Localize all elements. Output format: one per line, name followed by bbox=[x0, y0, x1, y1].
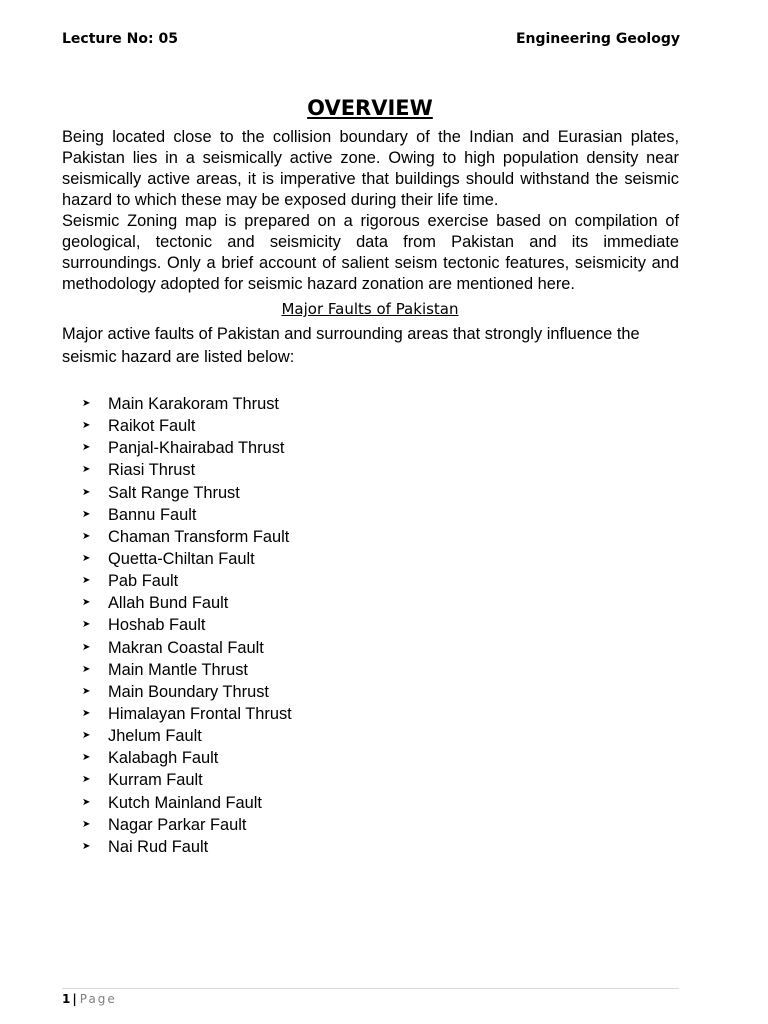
arrow-bullet-icon: ➤ bbox=[82, 796, 91, 808]
footer-separator: | bbox=[72, 992, 77, 1006]
arrow-bullet-icon: ➤ bbox=[82, 708, 91, 720]
list-item bbox=[82, 703, 292, 725]
fault-name: Chaman Transform Fault bbox=[108, 527, 290, 546]
list-item bbox=[82, 548, 292, 570]
list-item bbox=[82, 836, 292, 858]
page-title: OVERVIEW bbox=[307, 96, 433, 120]
fault-name: Makran Coastal Fault bbox=[108, 638, 264, 657]
fault-name: Nai Rud Fault bbox=[108, 837, 209, 856]
overview-paragraph-1: Being located close to the collision boundary of the Indian and Eurasian plates, Pakistan lies in a seismically active zone. Owing to high population density near seismically active areas, it is imperative that buildings should withstand the seismic hazard to which these may be exposed during their life time. bbox=[62, 128, 679, 209]
fault-name: Main Mantle Thrust bbox=[108, 660, 248, 679]
arrow-bullet-icon: ➤ bbox=[82, 420, 91, 432]
section-heading: Major Faults of Pakistan bbox=[281, 300, 459, 318]
page-footer bbox=[62, 992, 117, 1006]
list-item bbox=[82, 592, 292, 614]
section-intro: Major active faults of Pakistan and surrounding areas that strongly influence the seismic hazard are listed below: bbox=[62, 325, 640, 366]
list-item bbox=[82, 437, 292, 459]
arrow-bullet-icon: ➤ bbox=[82, 752, 91, 764]
fault-name: Nagar Parkar Fault bbox=[108, 815, 247, 834]
list-item bbox=[82, 415, 292, 437]
list-item bbox=[82, 792, 292, 814]
list-item bbox=[82, 747, 292, 769]
fault-name: Salt Range Thrust bbox=[108, 483, 240, 502]
fault-name: Raikot Fault bbox=[108, 417, 196, 436]
arrow-bullet-icon: ➤ bbox=[82, 619, 91, 631]
list-item bbox=[82, 526, 292, 548]
arrow-bullet-icon: ➤ bbox=[82, 774, 91, 786]
list-item bbox=[82, 681, 292, 703]
arrow-bullet-icon: ➤ bbox=[82, 508, 91, 520]
fault-name: Kalabagh Fault bbox=[108, 749, 219, 768]
list-item bbox=[82, 769, 292, 791]
list-item bbox=[82, 725, 292, 747]
arrow-bullet-icon: ➤ bbox=[82, 575, 91, 587]
list-item bbox=[82, 570, 292, 592]
overview-paragraph-2: Seismic Zoning map is prepared on a rigorous exercise based on compilation of geological, tectonic and seismicity data from Pakistan and its immediate surroundings. Only a brief account of salient seism tectonic features, seismicity and methodology adopted for seismic hazard zonation are mentioned here. bbox=[62, 212, 679, 293]
fault-name: Kutch Mainland Fault bbox=[108, 793, 262, 812]
fault-name: Allah Bund Fault bbox=[108, 594, 229, 613]
list-item bbox=[82, 482, 292, 504]
lecture-number: Lecture No: 05 bbox=[62, 31, 178, 47]
faults-list bbox=[82, 393, 292, 858]
fault-name: Panjal-Khairabad Thrust bbox=[108, 439, 285, 458]
subject-title: Engineering Geology bbox=[515, 31, 680, 47]
fault-name: Hoshab Fault bbox=[108, 616, 206, 635]
arrow-bullet-icon: ➤ bbox=[82, 663, 91, 675]
page-number: 1 bbox=[62, 992, 71, 1006]
arrow-bullet-icon: ➤ bbox=[82, 641, 91, 653]
arrow-bullet-icon: ➤ bbox=[82, 597, 91, 609]
arrow-bullet-icon: ➤ bbox=[82, 464, 91, 476]
arrow-bullet-icon: ➤ bbox=[82, 486, 91, 498]
arrow-bullet-icon: ➤ bbox=[82, 840, 91, 852]
arrow-bullet-icon: ➤ bbox=[82, 398, 91, 410]
fault-name: Himalayan Frontal Thrust bbox=[108, 705, 292, 724]
list-item bbox=[82, 637, 292, 659]
arrow-bullet-icon: ➤ bbox=[82, 530, 91, 542]
list-item bbox=[82, 814, 292, 836]
fault-name: Pab Fault bbox=[108, 572, 179, 591]
fault-name: Riasi Thrust bbox=[108, 461, 196, 480]
arrow-bullet-icon: ➤ bbox=[82, 818, 91, 830]
fault-name: Kurram Fault bbox=[108, 771, 203, 790]
fault-name: Main Karakoram Thrust bbox=[108, 395, 279, 414]
page-label: Page bbox=[79, 992, 117, 1006]
list-item bbox=[82, 659, 292, 681]
fault-name: Main Boundary Thrust bbox=[108, 682, 269, 701]
list-item bbox=[82, 504, 292, 526]
list-item bbox=[82, 614, 292, 636]
fault-name: Jhelum Fault bbox=[108, 727, 202, 746]
list-item bbox=[82, 459, 292, 481]
footer-divider bbox=[62, 988, 679, 989]
arrow-bullet-icon: ➤ bbox=[82, 685, 91, 697]
fault-name: Bannu Fault bbox=[108, 505, 197, 524]
arrow-bullet-icon: ➤ bbox=[82, 553, 91, 565]
arrow-bullet-icon: ➤ bbox=[82, 730, 91, 742]
arrow-bullet-icon: ➤ bbox=[82, 442, 91, 454]
fault-name: Quetta-Chiltan Fault bbox=[108, 550, 255, 569]
list-item bbox=[82, 393, 292, 415]
